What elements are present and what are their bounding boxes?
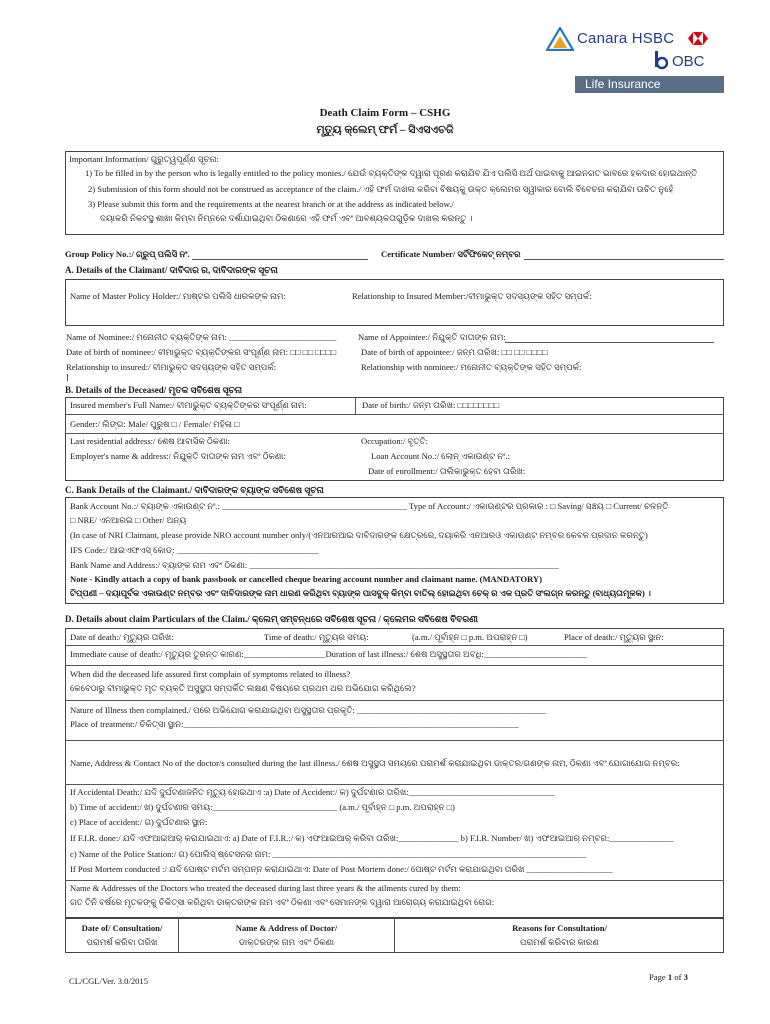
- relationship-insured-label: Relationship to Insured Member:/ବୀମାଭୁକ୍ତ ସଦସ୍ୟଙ୍କ ସହିତ ସମ୍ପର୍କ:: [352, 291, 592, 301]
- important-heading: Important Information/ ଗୁରୁତ୍ୱପୂର୍ଣ୍ଣ ସୂଚନା:: [69, 154, 219, 164]
- section-a-heading: A. Details of the Claimant/ ଦାବିଦାର ର, ଦାବିଦାରଙ୍କ ସୂଚନା: [65, 265, 278, 275]
- occupation-label: Occupation:/ ବୃତ୍ତି:: [361, 436, 429, 446]
- ifsc-label: IFS Code:/ ଆଇଏଫଏସ୍ କୋଡ୍: _________________________________: [70, 545, 319, 555]
- fir-label: If F.I.R. done:/ ଯଦି ଏଫଆଇଆର୍ କରାଯାଇଥାଏ: a) Date of F.I.R.:/ କ) ଏଫଆଇଆର୍ କରିବା ତାରିଖ:______________ b) F.I.R. Number/ ଖ) ଏଫଆଇଆର୍ ନମ୍ବର:_______________: [70, 833, 674, 843]
- life-insurance-banner: Life Insurance: [575, 76, 724, 93]
- post-mortem-label: If Post Mortem conducted :/ ଯଦି ପୋଷ୍ଟ ମର୍ଟମ ସମ୍ପନ୍ନ କରାଯାଇଥାଏ: Date of Post Mortem done:/ ପୋଷ୍ଟ ମର୍ଟମ କରାଯାଇଥିବା ତାରିଖ ____________________: [70, 864, 613, 874]
- table-header-doctor: Name & Address of Doctor/: [235, 923, 338, 933]
- important-item-3: 3) Please submit this form and the requirements at the nearest branch or at the address as indicated below./: [88, 199, 454, 209]
- page-number: 1: [667, 972, 673, 982]
- nominee-relationship-label: Relationship to insured:/ ବୀମାଭୁକ୍ତ ସଦସ୍ୟଙ୍କ ସହିତ ସମ୍ପର୍କ:: [66, 362, 277, 372]
- obc-logo-icon: [654, 51, 668, 73]
- table-header-date: Date of/ Consultation/: [81, 923, 163, 933]
- insured-dob-label: Date of birth:/ ଜନ୍ମ ତାରିଖ: □□□□□□□□: [362, 400, 500, 410]
- page-label: Page: [649, 972, 666, 982]
- section-d-heading: D. Details about claim Particulars of the Claim./ କ୍ଲେମ୍ ସମ୍ବନ୍ଧରେ ସବିଶେଷ ସୂଚନା / କ୍ଲେମର ସବିଶେଷ ବିବରଣୀ: [65, 614, 478, 624]
- time-of-death-label: Time of death:/ ମୃତ୍ୟୁର ସମୟ:: [264, 632, 369, 642]
- section-b-heading: B. Details of the Deceased/ ମୃତକ ସବିଶେଷ ସୂଚନା: [65, 385, 243, 395]
- accident-time-label: b) Time of accident:/ ଖ) ଦୁର୍ଘଟଣାର ସମୟ:_____________________________ (a.m./ ପୂର୍ବାହ୍ନ □ p.m. ଅପରାହ୍ନ □): [70, 802, 455, 812]
- nri-note: (In case of NRI Claimant, please provide NRO account number only/(ଏନଆରଆଇ ଦାବିଦାରଙ୍କ କ୍ଷେତ୍ରରେ, ଦୟାକରି ଏନଆରଓ ଏକାଉଣ୍ଟ ନମ୍ବର କେବଳ ପ୍ରଦାନ କରନ୍ତୁ): [70, 530, 648, 540]
- bank-name-label: Bank Name and Address:/ ବ୍ୟାଙ୍କ ନାମ ଏବଂ ଠିକଣା: ________________________________________________________________________: [70, 560, 559, 570]
- important-item-2: 2) Submission of this form should not be construed as acceptance of the claim./ ଏହି ଫର୍ମ ଦାଖଲ କରିବା ବିଷୟକୁ ଉକ୍ତ କ୍ଲେମର ସ୍ୱୀକାର ବୋଲି ବିବେଚନା କରାଯିବା ଉଚିତ ନୁହେଁ: [88, 184, 674, 194]
- form-title: Death Claim Form – CSHG: [319, 107, 451, 119]
- nature-of-illness-label: Nature of Illness then complained./ ପରେ ଅଭିଯୋଗ କରାଯାଇଥିବା ଅସୁସ୍ଥତାର ପ୍ରକୃତି: ____________________________________________: [70, 705, 547, 715]
- certificate-field[interactable]: [524, 259, 724, 260]
- bank-note: Note - Kindly attach a copy of bank passbook or cancelled cheque bearing account number and claimant name. (MANDATORY): [70, 574, 542, 584]
- insured-full-name-label: Insured member's Full Name:/ ବୀମାଭୁକ୍ତ ବ୍ୟକ୍ତିଙ୍କର ସଂପୂର୍ଣ୍ଣ ନାମ:: [70, 400, 307, 410]
- appointee-name-label: Name of Appointee:/ ନିଯୁକ୍ତି ଦାତାଙ୍କ ନାମ:: [358, 332, 506, 342]
- employer-label: Employer's name & address:/ ନିଯୁକ୍ତି ଦାତାଙ୍କ ନାମ ଏବଂ ଠିକଣା:: [70, 451, 286, 461]
- group-policy-label: Group Policy No.:/ ଗ୍ରୁପ୍ ପଲିସି ନଂ.: [65, 249, 190, 259]
- doctors-consulted-label: Name, Address & Contact No of the doctor/s consulted during the last illness./ ଶେଷ ଅସୁସ୍ଥତା ସମୟରେ ପରାମର୍ଶ କରାଯାଇଥିବା ଡାକ୍ତର/ଗଣଙ୍କ ନାମ, ଠିକଣା ଏବଂ ଯୋଗାଯୋଗ ନମ୍ବର:: [70, 758, 680, 768]
- section-d-rule-4: [65, 740, 724, 741]
- symptoms-question: When did the deceased life assured first complain of symptoms related to illness?: [70, 669, 351, 679]
- brand-name: Canara HSBC: [577, 30, 675, 47]
- group-policy-field[interactable]: [192, 259, 368, 260]
- important-item-3b: ଦୟାକରି ନିକଟସ୍ଥ ଶାଖା କିମ୍ବା ନିମ୍ନରେ ଦର୍ଶାଯାଇଥିବା ଠିକଣାରେ ଏହି ଫର୍ମ ଏବଂ ଆବଶ୍ୟକତାଗୁଡ଼ିକ ଦାଖଲ କରନ୍ତୁ ।: [100, 213, 473, 223]
- place-of-death-label: Place of death:/ ମୃତ୍ୟୁର ସ୍ଥାନ:: [564, 632, 664, 642]
- page-indicator: [649, 973, 688, 983]
- symptoms-question-odia: କେବେଠାରୁ ବୀମାଭୁକ୍ତ ମୃତ ବ୍ୟକ୍ତି ଅସୁସ୍ଥତା ସମ୍ପର୍କିତ ଲକ୍ଷଣ ବିଷୟରେ ପ୍ରଥମ ଥର ଅଭିଯୋଗ କରିଥିଲେ?: [70, 683, 416, 693]
- form-title-odia: ମୃତ୍ୟୁ କ୍ଲେମ୍ ଫର୍ମ – ସିଏସଏଚଜି: [316, 124, 454, 136]
- important-item-1: 1) To be filled in by the person who is legally entitled to the policy monies./ ଯେଉଁ ବ୍ୟକ୍ତିଙ୍କ ଦ୍ୱାରା ପୂରଣ କରାଯିବ ଯିଏ ପଲିସି ଅର୍ଥ ପାଇବାକୁ ଆଇନଗତ ଭାବରେ ହକଦାର ହୋଇଥାନ୍ତି: [85, 168, 698, 178]
- canara-logo-icon: [546, 27, 574, 51]
- appointee-relationship-label: Relationship with nominee:/ ମନୋନୀତ ବ୍ୟକ୍ତିଙ୍କ ସହିତ ସମ୍ପର୍କ:: [361, 362, 582, 372]
- accident-place-label: c) Place of accident:/ ଗ) ଦୁର୍ଘଟଣାର ସ୍ଥାନ:: [70, 817, 208, 827]
- table-header-doctor-odia: ଡାକ୍ତରଙ୍କ ନାମ ଏବଂ ଠିକଣା: [238, 937, 335, 947]
- account-type-nre-other: □ NRE/ ଏନଆରଇ □ Other/ ଅନ୍ୟ: [70, 515, 187, 525]
- bank-account-label: Bank Account No.:/ ବ୍ୟାଙ୍କ ଏକାଉଣ୍ଟ ନଂ.: ___________________________________________ Type of Account:/ ଏକାଉଣ୍ଟର ପ୍ରକାର : □ Saving/ ସଞ୍ଚୟ □ Current/ ଚଳନ୍ତି: [70, 501, 669, 511]
- section-c-heading: C. Bank Details of the Claimant./ ଦାବିଦାରଙ୍କ ବ୍ୟାଙ୍କ ସବିଶେଷ ସୂଚନା: [65, 485, 324, 495]
- section-d-rule-3: [65, 700, 724, 701]
- section-d-rule-1: [65, 645, 724, 646]
- police-station-label: c) Name of the Police Station:/ ଗ) ପୋଲିସ୍ ଷ୍ଟେସନର ନାମ: _________________________________________________________________________: [70, 849, 587, 859]
- appointee-name-field[interactable]: [505, 342, 714, 343]
- nominee-name-label: Name of Nominee:/ ମନୋନୀତ ବ୍ୟକ୍ତିଙ୍କ ନାମ: _________________________: [66, 332, 337, 342]
- accident-date-label: If Accidental Death:/ ଯଦି ଦୁର୍ଘଟଣାଜନିତ ମୃତ୍ୟୁ ହୋଇଥାଏ :a) Date of Accident:/ କ) ଦୁର୍ଘଟଣାର ତାରିଖ:__________________________________: [70, 787, 555, 797]
- three-years-doctors-label-odia: ଗତ ତିନି ବର୍ଷରେ ମୃତକଙ୍କୁ ଚିକିତ୍ସା କରିଥିବା ଡାକ୍ତରଙ୍କ ନାମ ଏବଂ ଠିକଣା ଏବଂ ସେମାନଙ୍କ ଦ୍ୱାରା ଆରୋଗ୍ୟ କରାଯାଇଥିବା ରୋଗ:: [70, 897, 495, 907]
- enrollment-date-label: Date of enrollment:/ ତାଲିକାଭୁକ୍ତ ହେବା ତାରିଖ:: [368, 466, 526, 476]
- section-d-rule-5: [65, 784, 724, 785]
- cause-of-death-label: Immediate cause of death:/ ମୃତ୍ୟୁର ତୁରନ୍ତ କାରଣ:___________________Duration of last illness:/ ଶେଷ ଅସୁସ୍ଥତାର ଅବଧି:________________________: [70, 649, 587, 659]
- section-a-box-top: [65, 279, 724, 326]
- page-of: of: [674, 972, 682, 982]
- table-header-reason-odia: ପରାମର୍ଶ କରିବାର କାରଣ: [520, 937, 599, 947]
- section-d-rule-2: [65, 665, 724, 666]
- nominee-dob-label: Date of birth of nominee:/ ବୀମାଭୁକ୍ତ ବ୍ୟକ୍ତିଙ୍କର ସଂପୂର୍ଣ୍ଣ ନାମ: □□ □□ □□□□: [66, 347, 337, 357]
- place-of-treatment-label: Place of treatment:/ ଚିକିତ୍ସା ସ୍ଥାନ:______________________________________________________________________________: [70, 719, 519, 729]
- obc-name: OBC: [672, 53, 705, 70]
- section-b-rule-2: [65, 433, 724, 434]
- three-years-doctors-label: Name & Addresses of the Doctors who treated the deceased during last three years & the ailments cured by them:: [70, 883, 461, 893]
- last-address-label: Last residential address:/ ଶେଷ ଆବାସିକ ଠିକଣା:: [70, 436, 230, 446]
- loan-account-label: Loan Account No.:/ ଲୋନ୍ ଏକାଉଣ୍ଟ ନଂ.:: [371, 451, 510, 461]
- table-header-reason: Reasons for Consultation/: [512, 923, 607, 933]
- hsbc-hexagon-icon: [688, 32, 708, 45]
- bank-note-odia: ଟିପ୍ପଣୀ – ଦୟାପୂର୍ବକ ଏକାଉଣ୍ଟ ନମ୍ବର ଏବଂ ଦାବିଦାରଙ୍କ ନାମ ଧାରଣ କରିଥିବା ବ୍ୟାଙ୍କ ପାସବୁକ୍ କିମ୍ବା ବାତିଲ୍ ହୋଇଥିବା ଚେକ୍ ର ଏକ ପ୍ରତି ସଂଲଗ୍ନ କରନ୍ତୁ (ବାଧ୍ୟତାମୂଳକ) ।: [70, 588, 651, 598]
- time-of-death-ampm: (a.m./ ପୂର୍ବାହ୍ନ □ p.m. ଅପରାହ୍ନ □): [412, 632, 528, 642]
- appointee-dob-label: Date of birth of appointee:/ ଜନ୍ମ ତାରିଖ: □□ □□ □□□□: [361, 347, 548, 357]
- section-d-rule-6: [65, 880, 724, 881]
- page-total: 3: [683, 972, 688, 982]
- form-version: CL/CGL/Ver. 3.0/2015: [69, 976, 149, 986]
- section-b-vrule: [355, 397, 356, 414]
- table-header-date-odia: ପରାମର୍ଶ କରିବା ତାରିଖ: [86, 937, 158, 947]
- master-policy-holder-label: Name of Master Policy Holder:/ ମାଷ୍ଟର ପଲିସି ଧାରକଙ୍କ ନାମ:: [70, 291, 286, 301]
- date-of-death-label: Date of death:/ ମୃତ୍ୟୁର ତାରିଖ:: [70, 632, 174, 642]
- certificate-label: Certificate Number/ ସର୍ଟିଫିକେଟ୍ ନମ୍ବର: [381, 249, 521, 259]
- gender-label: Gender:/ ଲିଙ୍ଗ: Male/ ପୁରୁଷ □ / Female/ ମହିଳା □: [70, 419, 240, 429]
- section-a-divider: [67, 374, 68, 381]
- section-b-rule-1: [65, 414, 724, 415]
